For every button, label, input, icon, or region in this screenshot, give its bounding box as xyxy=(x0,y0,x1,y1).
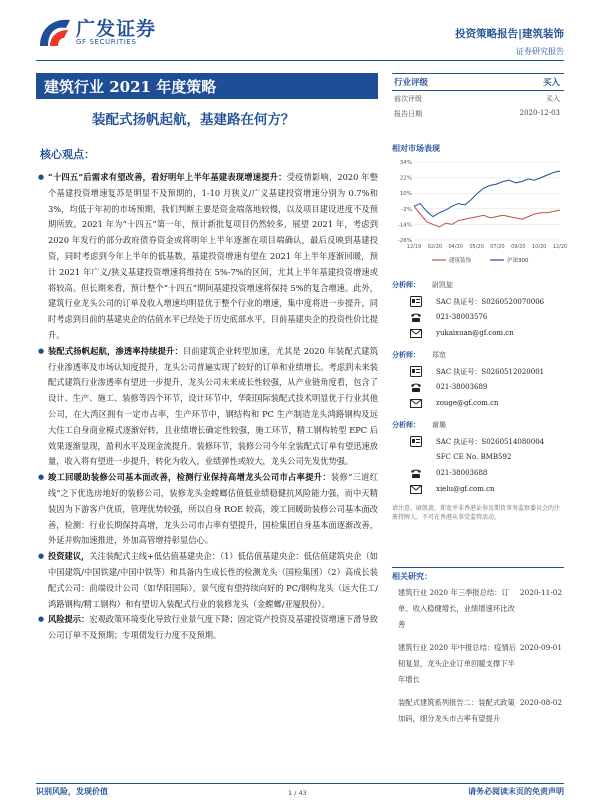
logo-mark-icon xyxy=(36,16,72,50)
core-views xyxy=(38,170,378,782)
related-report-3[interactable] xyxy=(398,695,566,727)
paragraph-lead: “十四五”后需求有望改善，看好明年上半年基建表现增速提升： xyxy=(48,172,287,182)
x-tick-label: 10/20 xyxy=(531,244,547,250)
y-tick-label: 10% xyxy=(399,191,412,198)
analyst-email[interactable]: yukaixuan@gf.com.cn xyxy=(436,329,514,337)
highlights-label: 核心观点： xyxy=(40,148,95,161)
related-report-date: 2020-08-02 xyxy=(519,698,562,707)
analyst-cert: SAC 执证号：S0260520070006 xyxy=(436,298,545,306)
footer-slogan: 识别风险，发现价值 xyxy=(36,787,108,796)
analyst-phone: 021-38003576 xyxy=(436,313,488,321)
report-date-row xyxy=(392,106,564,121)
sidebar xyxy=(392,73,568,522)
x-tick-label: 02/20 xyxy=(427,244,443,250)
x-tick-label: 07/20 xyxy=(490,244,505,250)
analyst-2 xyxy=(392,346,564,412)
y-tick-label: -2% xyxy=(401,206,412,213)
header-divider xyxy=(36,60,564,61)
y-tick-label: 22% xyxy=(399,175,412,182)
logo-text-en: GF SECURITIES xyxy=(76,38,137,46)
paragraph-4 xyxy=(38,549,378,612)
prev-rating-value: 买入 xyxy=(546,95,560,103)
page-number: 1 / 43 xyxy=(288,789,307,797)
analyst-phone: 021-38003689 xyxy=(436,383,488,391)
bullet-icon: ● xyxy=(38,173,45,181)
analyst-cert-sfc: SFC CE No. BMB592 xyxy=(436,453,512,461)
related-report-1[interactable] xyxy=(398,585,566,633)
paragraph-body: 关注装配式主线+低估值基建央企：（1）低估值基建央企：低估值建筑央企（如中国建筑/中国铁建/中国中铁等）和具备内生成长性的检测龙头（国检集团）（2）高成长装配式公司：前端设计公司（如华阳国际），景气度有望持续向好的 PC/钢构龙头（远大住工/鸿路钢构/精工钢构）和有望切入装配式行业的装修龙头（金螳螂/亚厦股份）。 xyxy=(48,551,378,609)
rating-header xyxy=(392,73,564,91)
analyst-name: 尉凯旋 xyxy=(432,281,453,289)
paragraph-2 xyxy=(38,344,378,470)
logo-text-cn: 广发证券 xyxy=(76,18,157,40)
related-report-title: 建筑行业 2020 年中报总结：疫情后韧复显，龙头企业订单回暖支撑下半年增长 xyxy=(398,643,517,684)
related-report-date: 2020-09-01 xyxy=(519,643,562,652)
prev-rating-row xyxy=(392,91,564,106)
paragraph-body: 目前建筑企业转型加速，尤其是 2020 年装配式建筑行业渗透率及市场认知度提升，龙头公司普遍实现了较好的订单和业绩增长。考虑到未来装配式建筑行业渗透率有望进一步提升，龙头公司未来成长性较强，从产业链角度看，包含了设计、生产、施工、装修等四个环节，设计环节中，华阳国际装配式技术明显优于行业其他公司，在大湾区拥有一定市占率，生产环节中，钢结构和 PC 生产制造龙头鸿路钢构及远大住工自身商业模式逐渐好转，且业绩增长确定性较强，施工环节，精工钢构转型 EPC 后效果逐渐显现，盈利水平及现金流提升。装修环节，装修公司今年全装配式订单有望迅速放量，收入将有望进一步提升，转化为收入，业绩弹性或较大，龙头公司先发优势强。 xyxy=(48,345,378,467)
analyst-cert: SAC 执证号：S0260512020001 xyxy=(436,368,545,376)
x-tick-label: 12/19 xyxy=(406,244,422,250)
analyst-name: 郑宽 xyxy=(432,351,446,359)
paragraph-body: 受疫情影响，2020 年整个基建投资增速复苏是明显不及预期的，1-10 月狭义/广义基建投资增速分别为 0.7%和 3%，均低于年初的市场预期，我们判断主要是资金端落地较慢，以及项目建设进度不及预期所致。2021 年为“十四五”第一年，预计新批复项目仍然较多，展望 2021 年，考虑到 2020 年发行的部分政府债券资金或将明年上半年逐渐在项目端确认，最后反映到基建投资，同时考虑到今年上半年的低基数，基建投资增速有望在 2021 年上半年逐渐回暖，预计 2021 年广义/狭义基建投资增速将维持在 5%-7%的区间，尤其上半年基建投资增速或将较高。但长期来看，预计整个“十四五”期间基建投资增速将保持 5%的复合增速。此外，建筑行业龙头公司的订单及收入增速均明显优于整个行业的增速，集中度将进一步提升，同时考虑到目前的基建央企的估值水平已经处于历史底部水平，目前基建央企的投资性价比提升。 xyxy=(48,172,378,340)
x-tick-label: 09/20 xyxy=(511,244,526,250)
analyst-label: 分析师： xyxy=(392,280,420,289)
legend-label: 建筑装饰 xyxy=(449,258,472,264)
related-reports-title: 相关研究： xyxy=(392,567,564,582)
x-tick-label: 04/20 xyxy=(448,244,463,250)
footer-disclaimer-link[interactable]: 请务必阅读末页的免责声明 xyxy=(468,787,564,796)
analyst-label: 分析师： xyxy=(392,420,420,429)
prev-rating-label: 前次评级 xyxy=(394,95,422,103)
analyst-1 xyxy=(392,276,564,342)
company-logo xyxy=(36,14,166,54)
phone-icon xyxy=(410,468,422,479)
bullet-icon: ● xyxy=(38,346,45,355)
analyst-email[interactable]: xielu@gf.com.cn xyxy=(436,485,495,493)
x-tick-label: 12/20 xyxy=(552,244,568,250)
rating-value: 买入 xyxy=(542,78,560,88)
y-tick-label: 34% xyxy=(399,160,412,166)
bullet-icon: ● xyxy=(38,615,45,624)
related-report-date: 2020-11-02 xyxy=(519,588,562,597)
related-report-title: 建筑行业 2020 年三季报总结：订单、收入稳健增长，业绩增速环比改善 xyxy=(398,588,515,629)
phone-icon xyxy=(410,382,422,393)
relative-performance-chart xyxy=(392,158,568,268)
analyst-disclaimer: 请注意，尉凯旋，郑宽并非香港证券及期货事务监察委员会的注册持牌人，不可在香港从事受监管活动。 xyxy=(392,505,561,521)
x-tick-label: 05/20 xyxy=(469,244,484,250)
paragraph-lead: 装配式扬帆起航，渗透率持续提升： xyxy=(48,345,183,356)
report-subtitle: 装配式扬帆起航，基建路在何方？ xyxy=(92,112,295,128)
paragraph-lead: 投资建议， xyxy=(48,551,90,562)
id-card-icon xyxy=(410,366,422,377)
y-tick-label: -26% xyxy=(397,238,412,244)
department: 证券研究报告 xyxy=(516,47,564,56)
legend-label: 沪深300 xyxy=(507,258,529,264)
analyst-name: 谢璐 xyxy=(432,421,446,429)
series-line-建筑装饰 xyxy=(414,206,560,227)
paragraph-lead: 竣工回暖助装修公司基本面改善，检测行业保持高增龙头公司市占率提升： xyxy=(48,472,331,483)
related-report-title: 装配式建筑系列报告二：装配式政策加码，细分龙头市占率有望提升 xyxy=(398,698,515,723)
phone-icon xyxy=(410,312,422,323)
series-line-沪深300 xyxy=(414,171,560,217)
report-type: 投资策略报告|建筑装饰 xyxy=(455,28,564,40)
paragraph-1 xyxy=(38,170,378,344)
email-icon xyxy=(410,398,422,409)
analyst-label: 分析师： xyxy=(392,350,420,359)
paragraph-5 xyxy=(38,612,378,644)
title-banner xyxy=(36,73,378,99)
paragraph-body: 宏观政策环境变化导致行业景气度下降；固定资产投资及基建投资增速下滑导致公司订单不及预期；专项债发行力度不及预期。 xyxy=(48,614,378,641)
paragraph-lead: 风险提示： xyxy=(48,614,90,625)
id-card-icon xyxy=(410,436,422,447)
email-icon xyxy=(410,328,422,339)
bullet-icon: ● xyxy=(38,473,45,482)
footer-divider xyxy=(36,783,564,784)
analyst-phone: 021-38003688 xyxy=(436,469,488,477)
analyst-cert: SAC 执证号：S0260514080004 xyxy=(436,438,545,446)
id-card-icon xyxy=(410,296,422,307)
analyst-email[interactable]: zouge@gf.com.cn xyxy=(436,399,499,407)
paragraph-3 xyxy=(38,470,378,549)
rating-label: 行业评级 xyxy=(394,78,429,88)
email-icon xyxy=(410,484,422,495)
report-date-label: 报告日期 xyxy=(394,110,422,118)
y-tick-label: -14% xyxy=(397,222,412,229)
report-date-value: 2020-12-03 xyxy=(519,109,560,117)
report-title: 建筑行业 2021 年度策略 xyxy=(44,78,217,96)
related-report-2[interactable] xyxy=(398,640,566,688)
bullet-icon: ● xyxy=(38,552,45,561)
performance-title: 相对市场表现 xyxy=(392,143,440,153)
paragraph-body: 装修“三道红线”之下优选房地好的装修公司，装修龙头金螳螂估值低业绩稳健抗风险能力强，而中天精装因为下游客户优质，管理优势较强，所以自身 ROE 较高，竣工回暖助装修公司基本面改善，检测：行业长期保持高增，龙头公司市占率有望提升，国检集团自身基本面逐渐改善，外延并购加速推进，外加高管增持彰显信心。 xyxy=(48,472,379,546)
analyst-3 xyxy=(392,416,564,498)
